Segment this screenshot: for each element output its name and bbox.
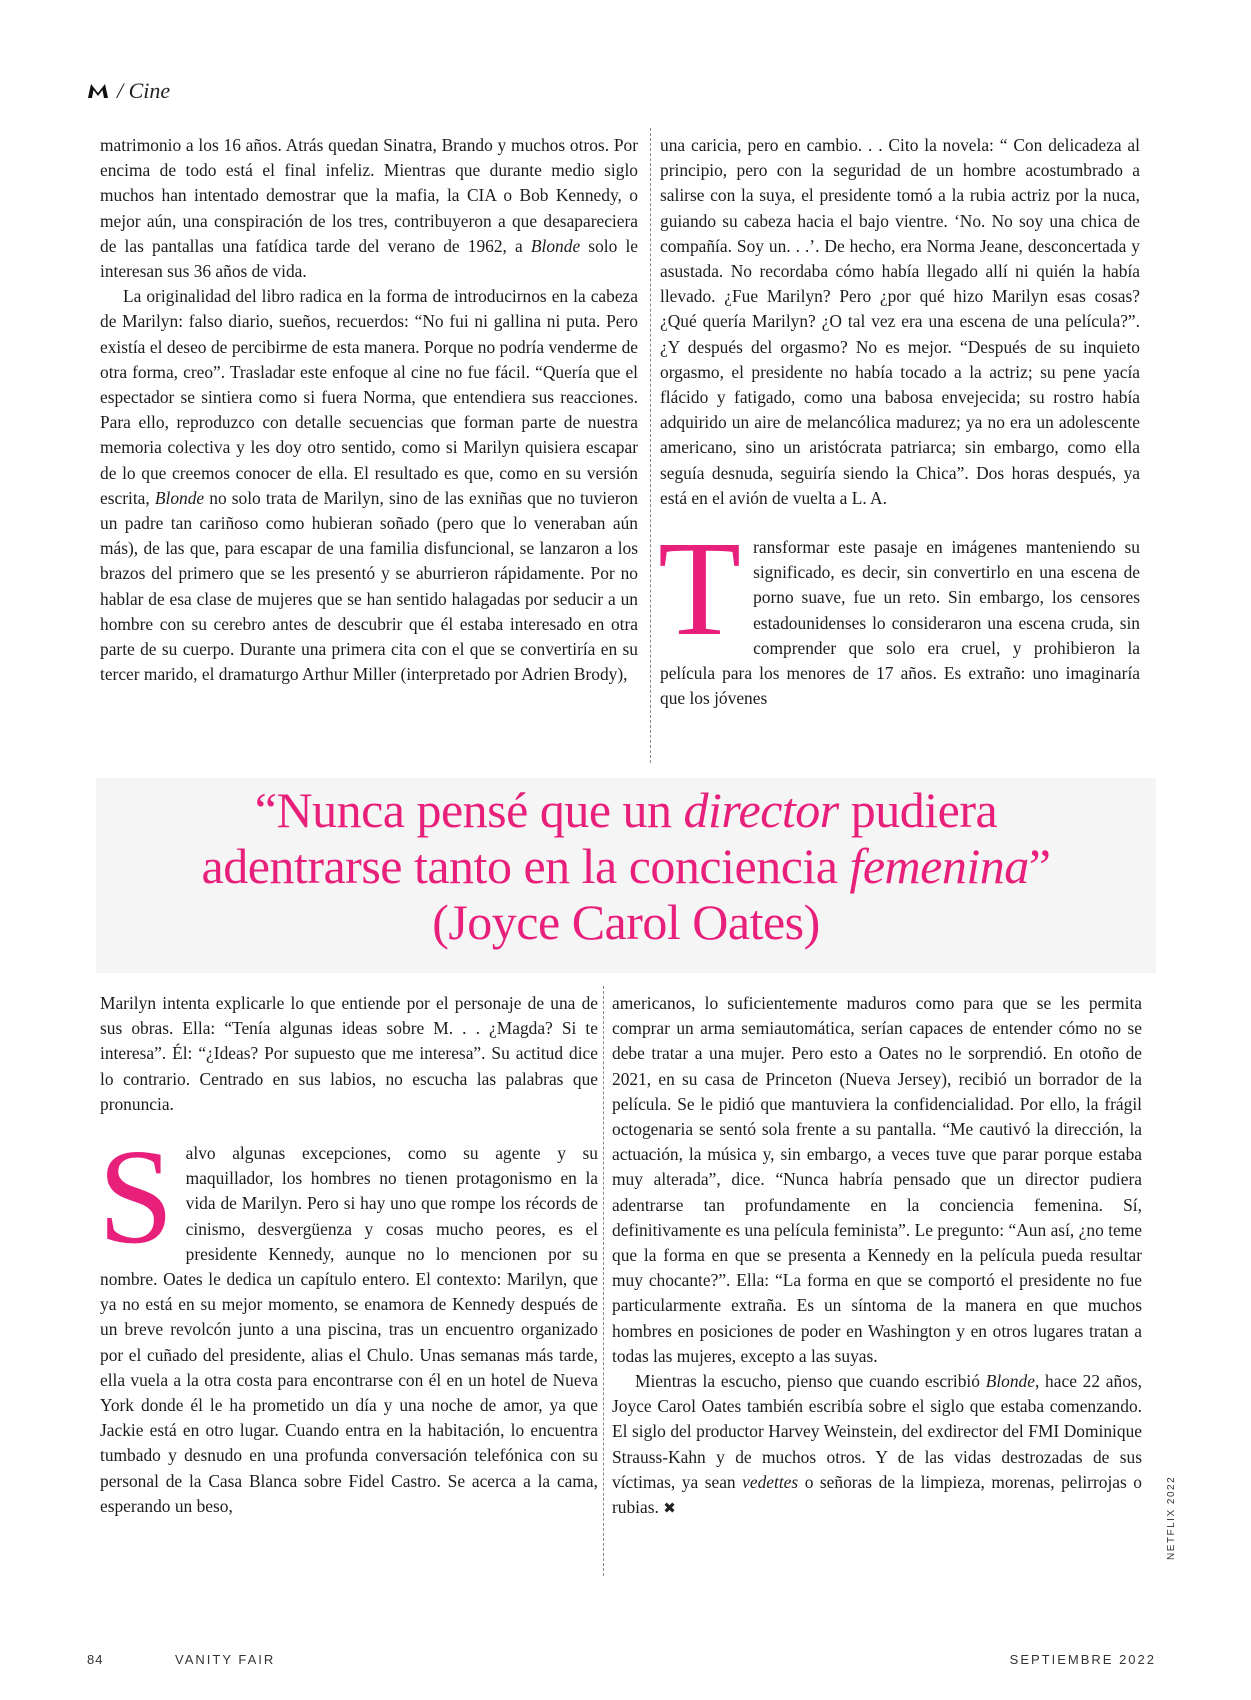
paragraph: matrimonio a los 16 años. Atrás quedan Sinatra, Brando y muchos otros. Por encima de todo está el final infeliz. Mientras que durante medio siglo muchos han intentado demostrar que la mafia, la CIA o Bob Kennedy, o mejor aún, una conspiración de los tres, contribuyeron a que desapareciera de las pantallas una fatídica tarde del verano de 1962, a Blonde solo le interesan sus 36 años de vida.: [100, 135, 638, 282]
column-top-right: [660, 133, 1140, 711]
pull-quote-line: “Nunca pensé que un director pudiera: [254, 782, 998, 838]
column-divider: [603, 986, 604, 1576]
magazine-name: VANITY FAIR: [175, 1652, 276, 1667]
paragraph: La originalidad del libro radica en la forma de introducirnos en la cabeza de Marilyn: falso diario, sueños, recuerdos: “No fui ni gallina ni puta. Pero existía el deseo de percibirme de esta manera. Porque no podría venderme de otra forma, creo”. Trasladar este enfoque al cine no fue fácil. “Quería que el espectador se sintiera como si fuera Norma, que entendiera sus reacciones. Para ello, reproduzco con detalle secuencias que forman parte de nuestra memoria colectiva y les doy otro sentido, como si Marilyn quisiera escapar de lo que creemos conocer de ella. El resultado es que, como en su versión escrita, Blonde no solo trata de Marilyn, sino de las exniñas que no tuvieron un padre tan cariñoso como hubieran soñado (pero que lo veneraban aún más), de las que, para escapar de una familia disfuncional, se lanzaron a los brazos del primero que se les presentó y se aburrieron rápidamente. Por no hablar de esa clase de mujeres que se han sentido halagadas por seducir a un hombre con su cerebro antes de descubrir que él estaba interesado en otra parte de su cuerpo. Durante una primera cita con el que se convertiría en su tercer marido, el dramaturgo Arthur Miller (interpretado por Adrien Brody),: [100, 286, 638, 685]
paragraph: alvo algunas excepciones, como su agente y su maquillador, los hombres no tienen protagonismo en la vida de Marilyn. Pero si hay uno que rompe los récords de cinismo, desvergüenza y cosas mucho peores, es el presidente Kennedy, aunque no lo mencionen por su nombre. Oates le dedica un capítulo entero. El contexto: Marilyn, que ya no está en su mejor momento, se enamora de Kennedy después de un breve revolcón junto a una piscina, tras un encuentro organizado por el cuñado del presidente, alias el Chulo. Unas semanas más tarde, ella vuela a la otra costa para encontrarse con él en un hotel de Nueva York donde él le ha prometido un día y una noche de amor, ya que Jackie está en otro lugar. Cuando entra en la habitación, lo encuentra tumbado y desnudo en una profunda conversación telefónica con su personal de la Casa Blanca sobre Fidel Castro. Se acerca a la cama, esperando un beso,: [100, 1143, 598, 1516]
paragraph: ransformar este pasaje en imágenes manteniendo su significado, es decir, sin convertirlo en una escena de porno suave, fue un reto. Sin embargo, los censores estadounidenses lo consideraron una escena cruda, sin comprender que solo era cruel, y prohibieron la película para los menores de 17 años. Es extraño: uno imaginaría que los jóvenes: [660, 537, 1140, 709]
photo-credit: NETFLIX 2022: [1166, 1475, 1177, 1560]
column-bottom-left: [100, 991, 598, 1519]
end-mark-icon: ✖: [663, 1501, 676, 1518]
section-header: [87, 78, 170, 104]
column-divider: [650, 128, 651, 763]
page-number: 84: [87, 1652, 104, 1667]
magazine-logo-icon: [87, 83, 109, 99]
drop-cap: S: [98, 1122, 174, 1273]
column-bottom-right: [612, 991, 1142, 1522]
drop-cap: T: [658, 514, 742, 665]
pull-quote-attribution: (Joyce Carol Oates): [432, 894, 820, 950]
pull-quote: [96, 778, 1156, 973]
paragraph: americanos, lo suficientemente maduros como para que se les permita comprar un arma semiautomática, serían capaces de entender cómo no se debe tratar a una mujer. Pero esto a Oates no le sorprendió. En otoño de 2021, en su casa de Princeton (Nueva Jersey), recibió un borrador de la película. Se le pidió que mantuviera la confidencialidad. Por ello, la frágil octogenaria se sentó sola frente a su pantalla. “Me cautivó la dirección, la actuación, la música y, sin embargo, a veces tuve que parar porque estaba muy alterada”, dice. “Nunca habría pensado que un director pudiera adentrarse tan profundamente en la conciencia femenina. Sí, definitivamente es una película feminista”. Le pregunto: “Aun así, ¿no teme que la forma en que se presenta a Kennedy en la película pueda resultar muy chocante?”. Ella: “La forma en que se comportó el presidente no fue particularmente extraña. Es un síntoma de la manera en que muchos hombres en posiciones de poder en Washington y en otros lugares tratan a todas las mujeres, excepto a las suyas.: [612, 993, 1142, 1366]
paragraph: una caricia, pero en cambio. . . Cito la novela: “ Con delicadeza al principio, pero con la seguridad de un hombre acostumbrado a salirse con la suya, el presidente tomó a la rubia actriz por la nuca, guiando su cabeza hacia el bajo vientre. ‘No. No soy una chica de compañía. Soy un. . .’. De hecho, era Norma Jeane, desconcertada y asustada. No recordaba cómo había llegado allí ni quién la había llevado. ¿Fue Marilyn? Pero ¿por qué hizo Marilyn esas cosas? ¿Qué quería Marilyn? ¿O tal vez era una escena de una película?”. ¿Y después del orgasmo? No es mejor. “Después de su inquieto orgasmo, el presidente no había tocado a la actriz; su pene yacía flácido y fatigado, como una babosa envejecida; su rostro había adquirido un aire de melancólica madurez; ya no era un adolescente americano, sino un aristócrata patriarca; sin embargo, como ella seguía desnuda, seguiría siendo la Chica”. Dos horas después, ya está en el avión de vuelta a L. A.: [660, 135, 1140, 508]
section-label: / Cine: [117, 78, 171, 103]
paragraph: Mientras la escucho, pienso que cuando escribió Blonde, hace 22 años, Joyce Carol Oates también escribía sobre el siglo que estaba comenzando. El siglo del productor Harvey Weinstein, del exdirector del FMI Dominique Strauss-Kahn y de muchos otros. Y de las vidas destrozadas de sus víctimas, ya sean vedettes o señoras de la limpieza, morenas, pelirrojas o rubias. ✖: [612, 1371, 1143, 1518]
column-top-left: [100, 133, 638, 687]
paragraph: Marilyn intenta explicarle lo que entiende por el personaje de una de sus obras. Ella: “Tenía algunas ideas sobre M. . . ¿Magda? Si te interesa”. Él: “¿Ideas? Por supuesto que me interesa”. Su actitud dice lo contrario. Centrado en sus labios, no escucha las palabras que pronuncia.: [100, 993, 598, 1114]
pull-quote-line: adentrarse tanto en la conciencia femenina”: [201, 838, 1051, 894]
issue-date: SEPTIEMBRE 2022: [1009, 1652, 1156, 1667]
